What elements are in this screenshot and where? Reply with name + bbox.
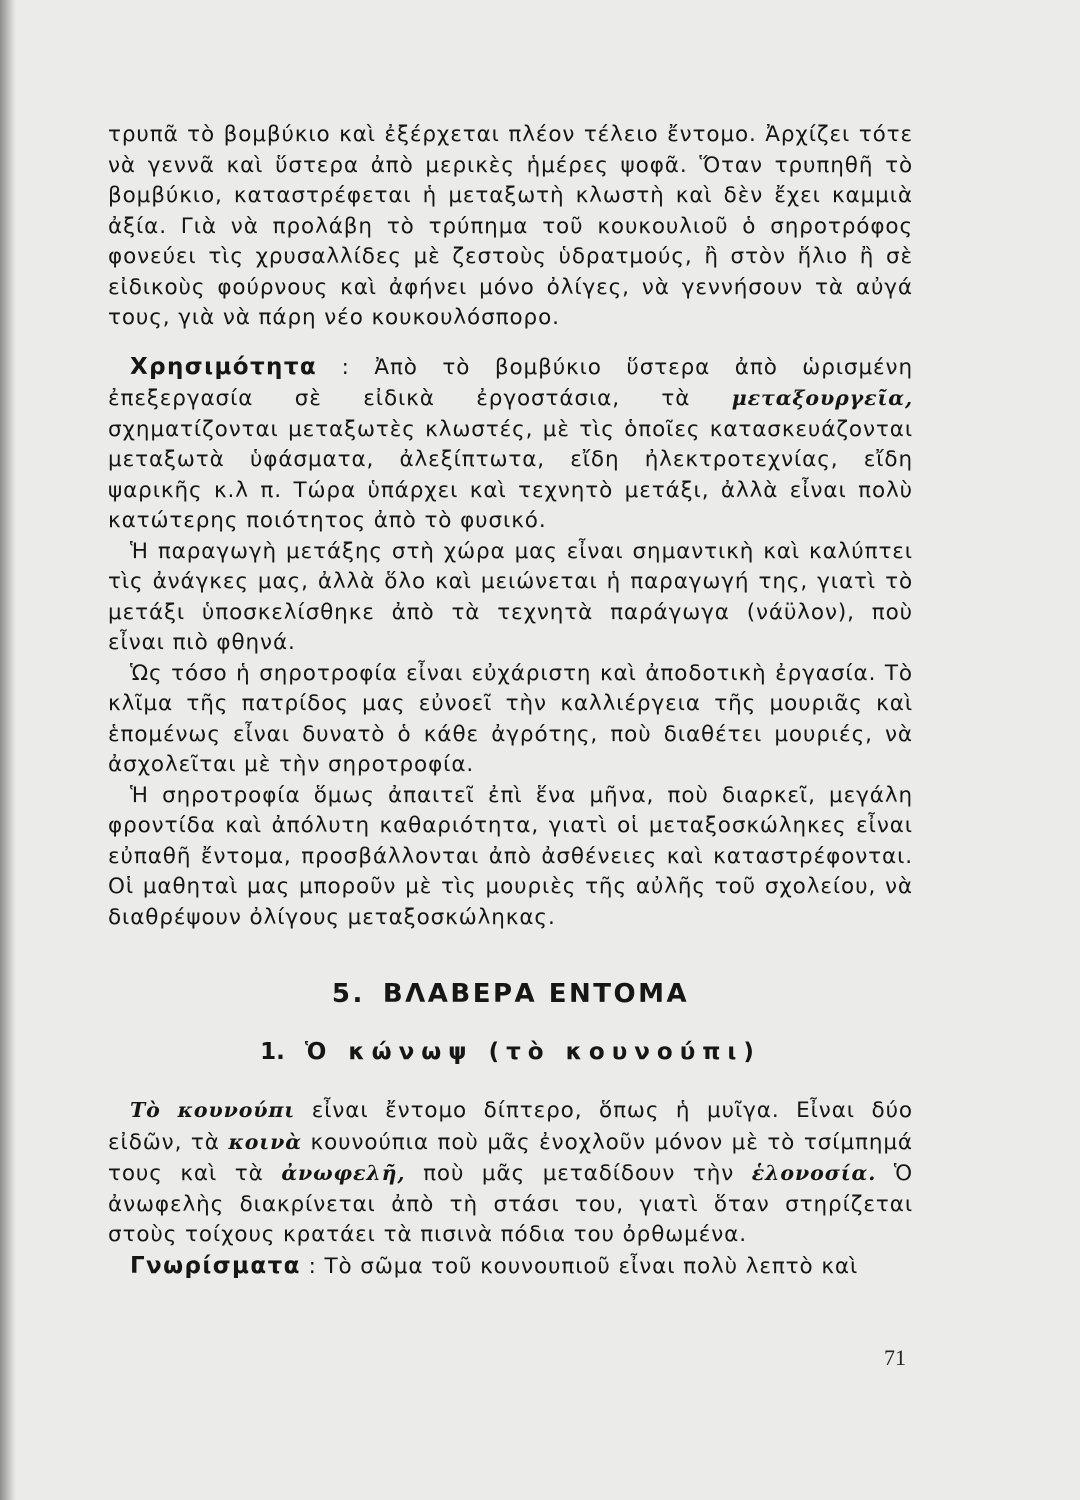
paragraph-sericulture-care: Ἡ σηροτροφία ὅμως ἀπαιτεῖ ἐπὶ ἕνα μῆνα, ποὺ διαρκεῖ, μεγάλη φροντίδα καὶ ἀπόλυτη καθαριότητα, γιατὶ οἱ μεταξοσκώληκες εἶναι εὐπαθῆ ἔντομα, προσβάλλονται ἀπὸ ἀσθένειες καὶ καταστρέφονται. Οἱ μαθηταὶ μας μποροῦν μὲ τὶς μουριὲς τῆς αὐλῆς τοῦ σχολείου, νὰ διαθρέψουν ὀλίγους μεταξοσκώληκας. — [108, 782, 913, 930]
page-content — [108, 120, 913, 1282]
paragraph-usefulness — [108, 352, 913, 537]
subsection-number: 1. — [260, 1039, 285, 1065]
usefulness-emphasis: μεταξουργεῖα, — [731, 386, 913, 410]
usefulness-text-b: σχηματίζονται μεταξωτὲς κλωστές, μὲ τὶς ὁποῖες κατασκευάζονται μεταξωτὰ ὑφάσματα, ἀλεξίπτωτα, εἴδη ἠλεκτροτεχνίας, εἴδη ψαρικῆς κ.λ π. Τώρα ὑπάρχει καὶ τεχνητὸ μετάξι, ἀλλὰ εἶναι πολὺ κατώτερης ποιότητος ἀπὸ τὸ φυσικό. — [108, 416, 913, 533]
paragraph-mosquito — [108, 1095, 913, 1251]
mosquito-emphasis-4: ἑλονοσία. — [751, 1161, 877, 1185]
usefulness-label: Χρησιμότητα — [130, 353, 318, 380]
subsection-heading — [108, 1039, 913, 1065]
mosquito-text-1: εἶναι ἔντομο δίπτερο, ὅπως ἡ μυῖγα. Εἶναι δύο εἰδῶν, τὰ — [108, 1098, 913, 1155]
mosquito-text-3: ποὺ μᾶς μεταδίδουν τὴν — [405, 1161, 752, 1186]
page-number: 71 — [884, 1345, 906, 1370]
paragraph-cocoon: τρυπᾶ τὸ βομβύκιο καὶ ἐξέρχεται πλέον τέλειο ἔντομο. Ἀρχίζει τότε νὰ γεννᾶ καὶ ὕστερα ἀπὸ μερικὲς ἡμέρες ψοφᾶ. Ὅταν τρυπηθῆ τὸ βομβύκιο, καταστρέφεται ἡ μεταξωτὴ κλωστὴ καὶ δὲν ἔχει καμμιὰ ἀξία. Γιὰ νὰ προλάβη τὸ τρύπημα τοῦ κουκουλιοῦ ὁ σηροτρόφος φονεύει τὶς χρυσαλλίδες μὲ ζεστοὺς ὑδρατμούς, ἢ στὸν ἥλιο ἢ σὲ εἰδικοὺς φούρνους καὶ ἀφήνει μόνο ὀλίγες, νὰ γεννήσουν τὰ αὐγά τους, γιὰ νὰ πάρη νέο κουκουλόσπορο. — [108, 122, 913, 330]
usefulness-text-a: Ἀπὸ τὸ βομβύκιο ὕστερα ἀπὸ ὡρισμένη ἐπεξεργασία σὲ εἰδικὰ ἐργοστάσια, τὰ — [108, 354, 913, 411]
section-title: ΒΛΑΒΕΡΑ ΕΝΤΟΜΑ — [382, 979, 690, 1009]
usefulness-sep: : — [317, 354, 375, 380]
paragraph-sericulture-pleasant: Ὡς τόσο ἡ σηροτροφία εἶναι εὐχάριστη καὶ ἀποδοτικὴ ἐργασία. Τὸ κλῖμα τῆς πατρίδος μας εὐνοεῖ τὴν καλλιέργεια τῆς μουριᾶς καὶ ἑπομένως εἶναι δυνατὸ ὁ κάθε ἀγρότης, ποὺ διαθέτει μουριές, νὰ ἀσχολεῖται μὲ τὴν σηροτροφία. — [108, 660, 913, 777]
paragraph-silk-production: Ἡ παραγωγὴ μετάξης στὴ χώρα μας εἶναι σημαντικὴ καὶ καλύπτει τὶς ἀνάγκες μας, ἀλλὰ ὅλο καὶ μειώνεται ἡ παραγωγή της, γιατὶ τὸ μετάξι ὑποσκελίσθηκε ἀπὸ τὰ τεχνητὰ παράγωγα (νάϋλον), ποὺ εἶναι πιὸ φθηνά. — [108, 538, 913, 655]
paragraph-features — [108, 1251, 913, 1283]
mosquito-text-2: κουνούπια ποὺ μᾶς ἐνοχλοῦν μόνον μὲ τὸ τσίμπημά τους καὶ τὰ — [108, 1129, 913, 1186]
mosquito-emphasis-2: κοινὰ — [228, 1129, 302, 1154]
subsection-title: Ὁ κώνωψ (τὸ κουνούπι) — [304, 1039, 761, 1065]
mosquito-emphasis-3: ἀνωφελῆ, — [281, 1161, 406, 1185]
binding-shadow — [0, 0, 16, 1500]
features-sep: : — [300, 1253, 325, 1279]
section-heading — [108, 979, 913, 1009]
section-number: 5. — [331, 979, 365, 1009]
mosquito-emphasis-1: Τὸ κουνούπι — [130, 1098, 296, 1122]
mosquito-text-4: Ὁ ἀνωφελὴς διακρίνεται ἀπὸ τὴ στάσι του, γιατὶ ὅταν στηρίζεται στοὺς τοίχους κρατάει τὰ πισινὰ πόδια του ὀρθωμένα. — [108, 1161, 914, 1247]
features-text: Τὸ σῶμα τοῦ κουνουπιοῦ εἶναι πολὺ λεπτὸ καὶ — [324, 1253, 859, 1279]
features-label: Γνωρίσματα — [130, 1252, 301, 1279]
